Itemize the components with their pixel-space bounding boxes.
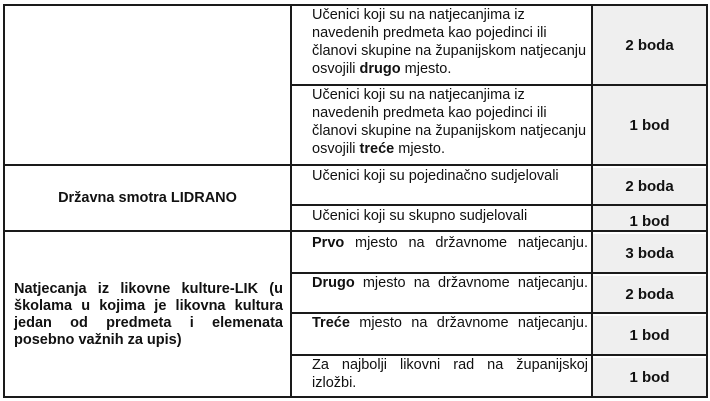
row-2-description: Učenici koji su na natjecanjima iz navedenih predmeta kao pojedinci ili članovi skupine na županijskom natjecanju osvojili treće mjesto. (312, 87, 587, 157)
lidrano-row-1-description: Učenici koji su pojedinačno sudjelovali (312, 168, 559, 184)
divider (291, 204, 707, 206)
lik-row-4-description: Za najbolji likovni rad na županijskoj izložbi. (312, 357, 588, 391)
row-2-emphasis: treće (359, 141, 395, 157)
column-divider (290, 4, 292, 398)
divider (3, 230, 707, 232)
row-1-description: Učenici koji su na natjecanjima iz navedenih predmeta kao pojedinci ili članovi skupine na županijskom natjecanju osvojili drugo mjesto. (312, 7, 587, 77)
lik-row-4-points: 1 bod (593, 358, 706, 396)
row-1-points: 2 boda (593, 6, 706, 84)
row-1-emphasis: drugo (359, 61, 401, 77)
divider (291, 312, 707, 314)
divider (3, 164, 707, 166)
divider (291, 272, 707, 274)
lik-category: Natjecanja iz likovne kulture-LIK (u školama u kojima je likovna kultura jedan od predmeta i elemenata posebno važnih za upis) (14, 280, 283, 348)
border-left (3, 4, 5, 398)
lik-row-3-points: 1 bod (593, 316, 706, 354)
lik-row-1-points: 3 boda (593, 234, 706, 272)
row-2-points: 1 bod (593, 86, 706, 164)
border-right (706, 4, 708, 398)
lidrano-row-1-points: 2 boda (593, 168, 706, 204)
divider (291, 84, 707, 86)
border-top (3, 4, 707, 6)
lik-row-1-description: Prvo mjesto na državnome natjecanju. (312, 235, 588, 251)
lik-row-2-points: 2 boda (593, 276, 706, 312)
lidrano-row-2-points: 1 bod (593, 206, 706, 230)
lidrano-row-2-description: Učenici koji su skupno sudjelovali (312, 208, 528, 224)
lik-row-3-description: Treće mjesto na državnome natjecanju. (312, 315, 588, 331)
border-bottom (3, 396, 707, 398)
divider (291, 354, 707, 356)
lik-row-2-description: Drugo mjesto na državnome natjecanju. (312, 275, 588, 291)
lidrano-category: Državna smotra LIDRANO (58, 189, 237, 206)
column-divider (591, 4, 593, 398)
